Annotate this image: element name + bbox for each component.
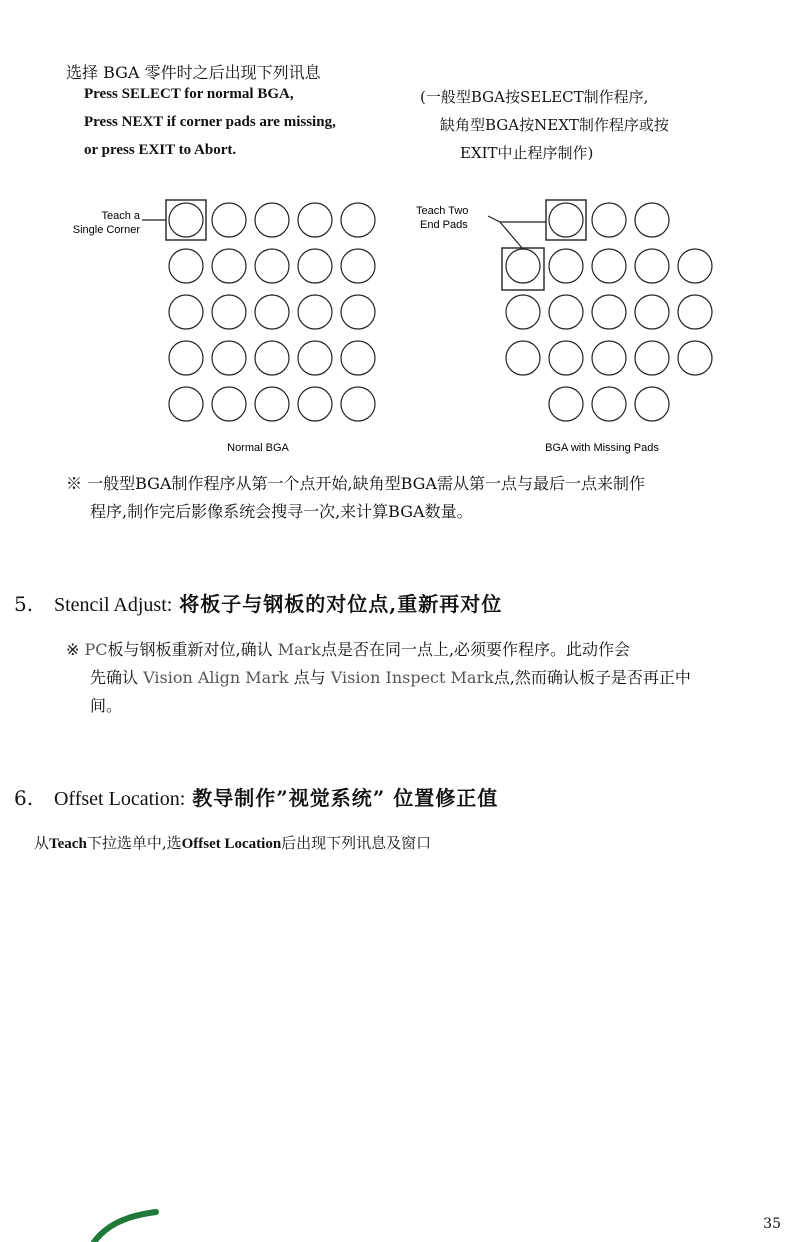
end-pad-leader-1	[488, 216, 546, 222]
normal-bga-grid	[169, 203, 375, 421]
bga-pad	[341, 203, 375, 237]
end-pad-highlight-box-2	[502, 248, 544, 290]
bga-pad	[678, 249, 712, 283]
intro-text: 选择 BGA 零件时之后出现下列讯息	[66, 63, 321, 82]
bga-pad	[169, 341, 203, 375]
section-6-number: 6.	[14, 786, 34, 810]
page-number: 35	[763, 1216, 781, 1232]
note-vision-inspect: Vision Inspect Mark	[330, 668, 494, 687]
section-6-text	[34, 832, 431, 853]
bga-pad	[592, 341, 626, 375]
right-label-line2: End Pads	[420, 219, 468, 231]
note-text: 点与	[293, 668, 326, 687]
bga-pad	[212, 249, 246, 283]
note-text: 板与钢板重新对位,确认	[107, 640, 273, 659]
section-5-title-zh: 将板子与钢板的对位点,重新再对位	[179, 592, 503, 616]
bga-pad	[549, 249, 583, 283]
left-caption: Normal BGA	[227, 442, 289, 454]
note-stencil-line2	[90, 664, 691, 692]
bga-pad	[298, 203, 332, 237]
left-label-line2: Single Corner	[72, 224, 140, 236]
right-label-line1: Teach Two	[416, 205, 469, 217]
note-text: 先确认	[90, 668, 139, 687]
bga-pad	[549, 341, 583, 375]
bga-pad	[506, 295, 540, 329]
note-stencil-line3: 间。	[90, 696, 123, 715]
note-mark-word: Mark	[277, 640, 321, 659]
teach-word: Teach	[49, 836, 87, 852]
bga-pad	[212, 203, 246, 237]
company-logo	[90, 1208, 170, 1242]
section-6-title-en: Offset Location:	[53, 788, 186, 810]
missing-pads-bga-grid	[506, 203, 712, 421]
bga-pad	[635, 387, 669, 421]
bga-pad	[678, 341, 712, 375]
bga-pad	[341, 341, 375, 375]
section-6-heading	[14, 782, 498, 811]
bga-pad	[549, 387, 583, 421]
bga-pad	[212, 341, 246, 375]
right-caption: BGA with Missing Pads	[545, 442, 659, 454]
bga-pad	[635, 249, 669, 283]
bga-pad	[506, 341, 540, 375]
bga-pad	[212, 295, 246, 329]
note-bga-line1: ※ 一般型BGA制作程序从第一个点开始,缺角型BGA需从第一点与最后一点来制作	[66, 474, 645, 493]
bga-pad	[635, 203, 669, 237]
bga-pad	[635, 295, 669, 329]
bga-pad	[549, 203, 583, 237]
bga-pad	[635, 341, 669, 375]
end-pad-leader-2	[500, 222, 522, 248]
note-mark: ※	[66, 640, 80, 659]
left-label-line1: Teach a	[101, 210, 140, 222]
bga-pad	[255, 203, 289, 237]
message-zh-1: (一般型BGA按SELECT制作程序,	[420, 88, 649, 106]
message-en-3: or press EXIT to Abort.	[84, 142, 237, 158]
message-zh-3: EXIT中止程序制作)	[460, 144, 594, 162]
bga-pad	[169, 203, 203, 237]
message-en-2: Press NEXT if corner pads are missing,	[84, 114, 336, 130]
bga-pad	[169, 387, 203, 421]
note-text: 点,然而确认板子是否再正中	[493, 668, 691, 687]
bga-pad	[255, 295, 289, 329]
corner-highlight-box	[166, 200, 206, 240]
section-5-heading	[14, 588, 502, 617]
message-en-1: Press SELECT for normal BGA,	[84, 86, 294, 102]
bga-pad	[212, 387, 246, 421]
bga-pad	[341, 249, 375, 283]
bga-pad	[255, 341, 289, 375]
bga-pad	[341, 295, 375, 329]
note-stencil-line1	[66, 636, 630, 664]
bga-pad	[549, 295, 583, 329]
bga-pad	[592, 295, 626, 329]
bga-pad	[506, 249, 540, 283]
section-5-number: 5.	[14, 592, 34, 616]
section-5-title-en: Stencil Adjust:	[53, 594, 173, 616]
bga-pad	[298, 341, 332, 375]
bga-pad	[169, 295, 203, 329]
text-part: 从	[34, 834, 50, 852]
bga-pad	[255, 249, 289, 283]
text-part: 后出现下列讯息及窗口	[281, 834, 432, 852]
bga-pad	[169, 249, 203, 283]
note-pc: PC	[84, 640, 108, 659]
bga-pad	[678, 295, 712, 329]
note-vision-align: Vision Align Mark	[143, 668, 289, 687]
bga-pad	[298, 295, 332, 329]
bga-pad	[298, 249, 332, 283]
note-bga-line2: 程序,制作完后影像系统会搜寻一次,来计算BGA数量。	[90, 502, 473, 521]
bga-pad	[341, 387, 375, 421]
text-part: 下拉选单中,选	[86, 834, 182, 852]
bga-pad	[592, 387, 626, 421]
bga-figure	[0, 180, 795, 465]
section-6-title-zh: 教导制作”视觉系统” 位置修正值	[192, 786, 499, 810]
bga-pad	[592, 203, 626, 237]
bga-pad	[298, 387, 332, 421]
offset-location-word: Offset Location	[181, 836, 282, 852]
bga-pad	[255, 387, 289, 421]
bga-pad	[592, 249, 626, 283]
end-pad-highlight-box-1	[546, 200, 586, 240]
note-text: 点是否在同一点上,必须要作程序。此动作会	[320, 640, 631, 659]
message-zh-2: 缺角型BGA按NEXT制作程序或按	[440, 116, 669, 134]
